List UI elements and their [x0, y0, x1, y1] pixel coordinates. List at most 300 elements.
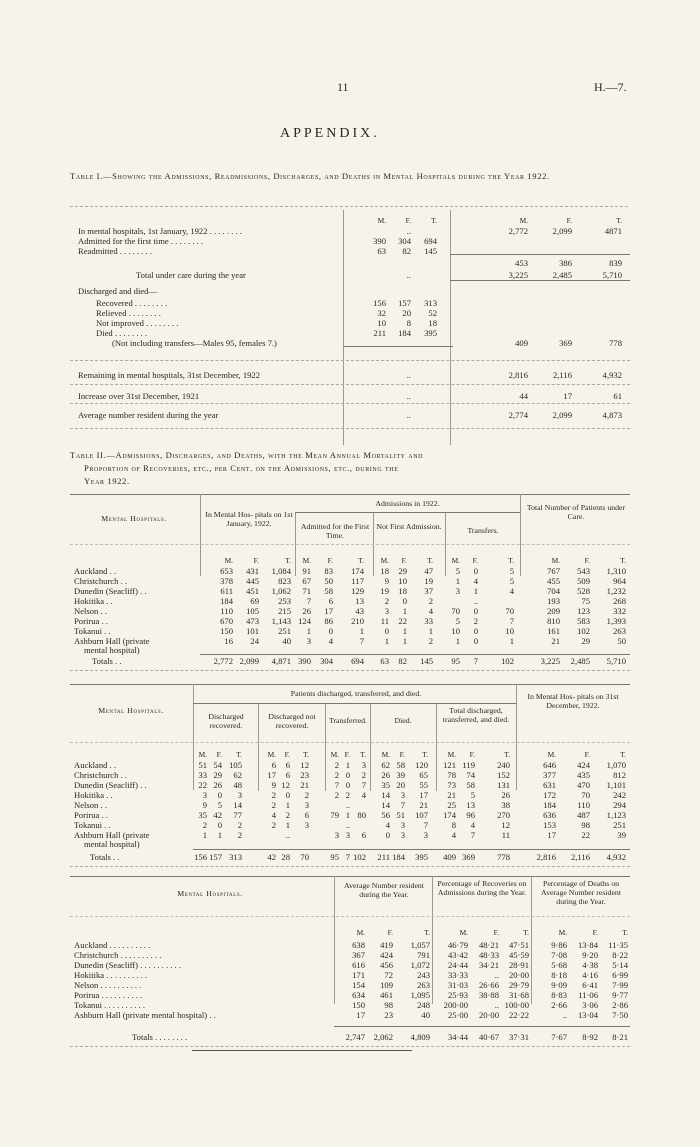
table2-part2-value: 6	[285, 770, 290, 780]
table2-part2-value: 35	[198, 810, 207, 820]
table1-value: 4,873	[602, 410, 622, 420]
table2-value: 102	[577, 626, 590, 636]
table2-part2-value: 80	[357, 810, 366, 820]
table2-value: 0	[473, 636, 478, 646]
table1-value: 8	[406, 318, 411, 328]
table2-part2-head-total: Total discharged, transferred, and died.	[442, 706, 510, 724]
table2-head-admissions: Admissions in 1922.	[375, 499, 440, 508]
table2-part2-value: 174	[443, 810, 456, 820]
table2-value: 1	[359, 626, 364, 636]
table2-part2-value: 62	[233, 770, 242, 780]
table2-head-in-hospital: In Mental Hos- pitals on 1st January, 1922.	[205, 510, 293, 528]
table2-part2-total-value: 7	[345, 852, 350, 862]
table1-value: 2,485	[552, 270, 572, 280]
table2-part2-value: 21	[300, 780, 309, 790]
table2-part2-value: 4	[470, 820, 475, 830]
table2-value: 1	[428, 626, 433, 636]
table2-part3-value: 461	[380, 990, 393, 1000]
table2-part2-value: 3	[400, 820, 405, 830]
table2-part2-value: 70	[581, 790, 590, 800]
table2-value: 473	[246, 616, 259, 626]
table2-part3-value: 243	[417, 970, 430, 980]
table1-value: 386	[559, 258, 572, 268]
table2-part2-value: 4	[385, 820, 390, 830]
table2-value: 4	[509, 586, 514, 596]
table2-part2-value: 17	[267, 770, 276, 780]
table2-value: 0	[328, 626, 333, 636]
table2-part2-value: 58	[396, 760, 405, 770]
table2-value: 19	[380, 586, 389, 596]
table2-part2-value: 14	[381, 790, 390, 800]
table2-part3-value: 45·59	[508, 950, 529, 960]
table2-value: 50	[617, 636, 626, 646]
rule-line	[334, 1026, 630, 1027]
table2-part3-total-value: 2,062	[373, 1032, 393, 1042]
table2-part2-value: 0	[285, 790, 290, 800]
table2-part2-value: 17	[547, 830, 556, 840]
table2-value: 10	[398, 576, 407, 586]
table2-part3-value: 6·41	[582, 980, 598, 990]
table2-value: 0	[384, 626, 389, 636]
table2-part2-total-value: 211	[377, 852, 390, 862]
table2-value: 193	[547, 596, 560, 606]
column-head-mft: T.	[285, 556, 291, 565]
table2-value: 653	[220, 566, 233, 576]
table2-value: 263	[613, 626, 626, 636]
table2-part2-value: 119	[462, 760, 475, 770]
table2-total-value: 4,871	[271, 656, 291, 666]
table1-row-label: Recovered . . . . . . . .	[96, 298, 168, 308]
table2-head-total: Total Number of Patients under Care.	[526, 503, 626, 521]
table2-part2-value: 3	[361, 760, 366, 770]
table1-value: 2,116	[552, 370, 572, 380]
table2-value: 26	[302, 606, 311, 616]
table2-value: 124	[298, 616, 311, 626]
table2-part3-value: 8·18	[551, 970, 567, 980]
table2-part3-total-value: 7·67	[551, 1032, 567, 1042]
table2-value: 1	[402, 606, 407, 616]
table1-value: 313	[424, 298, 437, 308]
table2-value: 251	[278, 626, 291, 636]
table2-value: 2	[473, 616, 478, 626]
column-head-mft: T.	[236, 750, 242, 759]
table2-part2-value: 22	[581, 830, 590, 840]
table1-value: 63	[377, 246, 386, 256]
table2-value: 1	[306, 626, 311, 636]
table2-part3-value: 13·04	[577, 1010, 598, 1020]
table2-part2-total-value: 778	[497, 852, 510, 862]
table2-part2-value: 470	[577, 780, 590, 790]
table2-part2-value: 242	[613, 790, 626, 800]
table2-part3-value: 150	[352, 1000, 365, 1010]
table1-caption: Table I.—Showing the Admissions, Readmissions, Discharges, and Deaths in Mental Hospitals during the Year 1922.	[70, 171, 550, 181]
table2-value: 455	[547, 576, 560, 586]
table2-value: 5	[509, 576, 514, 586]
table2-part2-value: 11	[501, 830, 510, 840]
table2-part2-value: 42	[213, 810, 222, 820]
table2-part3-value: 17	[356, 1010, 365, 1020]
table2-value: 431	[246, 566, 259, 576]
table2-part2-value: 0	[345, 780, 350, 790]
table2-value: 2	[428, 636, 433, 646]
table2-part2-value: 12	[300, 760, 309, 770]
table2-value: 5	[509, 566, 514, 576]
table2-value: 1	[455, 636, 460, 646]
table2-part2-value: 73	[447, 780, 456, 790]
table2-part2-total-value: 184	[392, 852, 405, 862]
column-head-mft: T.	[504, 750, 510, 759]
table2-value: 50	[324, 576, 333, 586]
table2-part2-value: 2	[345, 790, 350, 800]
column-rule	[531, 876, 532, 1004]
table2-part3-value: 25·00	[447, 1010, 468, 1020]
table2-value: 47	[424, 566, 433, 576]
table2-value: 16	[224, 636, 233, 646]
table2-part2-value: ..	[345, 800, 350, 810]
table2-part3-hospital-name: Hokitika . . . . . . . . . .	[74, 970, 148, 980]
table2-part2-value: 23	[300, 770, 309, 780]
table2-part2-value: 107	[415, 810, 428, 820]
table2-value: 4	[328, 636, 333, 646]
table2-part2-value: 0	[217, 790, 222, 800]
rule-line	[70, 916, 630, 917]
table2-part3-value: 31·68	[508, 990, 529, 1000]
table2-caption-line2: Proportion of Recoveries, etc., per Cent. on the Admissions, etc., during the	[84, 463, 399, 473]
table2-part2-value: 636	[543, 810, 556, 820]
rule-line	[70, 384, 630, 385]
table2-part2-hospital-name: Hokitika . .	[74, 790, 113, 800]
table2-value: 75	[581, 596, 590, 606]
table2-part3-value: 48·33	[478, 950, 499, 960]
rule-line	[450, 280, 630, 281]
table2-part3-value: 9·86	[551, 940, 567, 950]
table1-value: 369	[559, 338, 572, 348]
table2-part3-value: 46·79	[447, 940, 468, 950]
table1-value: 4871	[604, 226, 622, 236]
table2-part2-total-value: 4,932	[606, 852, 626, 862]
table2-part2-head-died: Died.	[394, 716, 412, 725]
table2-part3-value: 26·66	[478, 980, 499, 990]
table1-value: 10	[377, 318, 386, 328]
table1-value: 3,225	[508, 270, 528, 280]
table2-value: 215	[278, 606, 291, 616]
rule-line	[450, 254, 630, 255]
table2-part2-value: 6	[271, 760, 276, 770]
table2-value: 445	[246, 576, 259, 586]
column-head-mft: M.	[451, 556, 460, 565]
table2-value: 1	[402, 636, 407, 646]
table2-part2-value: 131	[497, 780, 510, 790]
rule-line	[192, 1050, 412, 1051]
table2-total-value: 63	[380, 656, 389, 666]
table2-part3-value: 11·06	[578, 990, 598, 1000]
table2-part3-value: 616	[352, 960, 365, 970]
table2-part2-value: 1	[345, 760, 350, 770]
table2-value: 2	[384, 596, 389, 606]
table2-part2-value: 25	[447, 800, 456, 810]
table2-value: 210	[351, 616, 364, 626]
table2-part2-total-value: 395	[415, 852, 428, 862]
table2-part3-value: 23	[384, 1010, 393, 1020]
column-rule	[516, 684, 517, 790]
table2-part2-value: 0	[217, 820, 222, 830]
table2-value: 543	[577, 566, 590, 576]
table2-value: 21	[551, 636, 560, 646]
table1-value: 390	[373, 236, 386, 246]
table2-value: 24	[250, 636, 259, 646]
table2-part2-value: 29	[213, 770, 222, 780]
column-head-mft: F.	[216, 750, 222, 759]
table2-hospital-name: Tokanui . .	[74, 626, 111, 636]
table2-part2-value: 8	[451, 820, 456, 830]
table2-part2-value: 2	[202, 820, 207, 830]
table2-part2-value: 631	[543, 780, 556, 790]
column-head-mft: F.	[344, 750, 350, 759]
table2-value: 17	[324, 606, 333, 616]
table2-value: 7	[359, 636, 364, 646]
table2-part2-total-value: 157	[209, 852, 222, 862]
table2-part2-value: 7	[334, 780, 339, 790]
column-head: T.	[616, 216, 622, 225]
table2-part3-value: 47·51	[508, 940, 529, 950]
column-head-mft: M.	[224, 556, 233, 565]
table2-totals-label: Totals . .	[92, 656, 122, 666]
table1-value: ..	[406, 391, 411, 401]
table2-part2-value: 1	[345, 810, 350, 820]
table1-value: 20	[402, 308, 411, 318]
table2-part3-value: 5·14	[612, 960, 628, 970]
table2-value: 528	[577, 586, 590, 596]
table2-value: 509	[577, 576, 590, 586]
table2-part3-value: 1,095	[410, 990, 430, 1000]
table2-value: 0	[473, 626, 478, 636]
table1-row-label: (Not including transfers—Males 95, females 7.)	[112, 338, 277, 348]
table1-row-label: Relieved . . . . . . . .	[96, 308, 161, 318]
table2-value: 583	[577, 616, 590, 626]
table1-value: 694	[424, 236, 437, 246]
table2-part2-hospital-name: Tokanui . .	[74, 820, 111, 830]
table2-part2-value: 55	[419, 780, 428, 790]
rule-line	[200, 654, 630, 655]
table2-part2-value: 2	[334, 770, 339, 780]
table1-value: 17	[563, 391, 572, 401]
table2-part3-total-value: 34·44	[447, 1032, 468, 1042]
table2-part3-total-value: 2,747	[345, 1032, 365, 1042]
table2-value: 150	[220, 626, 233, 636]
table2-caption-line3: Year 1922.	[84, 476, 130, 486]
table2-part2-total-value: 102	[353, 852, 366, 862]
table2-part3-value: 38·88	[478, 990, 499, 1000]
table2-value: 1,143	[271, 616, 291, 626]
table2-part2-value: 22	[198, 780, 207, 790]
rule-line	[70, 1046, 630, 1047]
table2-part2-value: 26	[213, 780, 222, 790]
table2-value: 1	[384, 636, 389, 646]
table2-value: 3	[384, 606, 389, 616]
table2-total-value: 304	[320, 656, 333, 666]
table2-part3-value: ..	[562, 1010, 567, 1020]
table2-part2-hospital-name: Dunedin (Seacliff) . .	[74, 780, 147, 790]
table2-part2-total-value: 156	[194, 852, 207, 862]
table2-total-value: 102	[501, 656, 514, 666]
table2-part2-value: 153	[543, 820, 556, 830]
table2-value: 11	[380, 616, 389, 626]
column-head-mft: F.	[327, 556, 333, 565]
table2-part2-value: 5	[470, 790, 475, 800]
table2-value: 1,393	[606, 616, 626, 626]
column-head-mft: F.	[401, 556, 407, 565]
table2-part2-value: 4	[271, 810, 276, 820]
table2-part3-value: 367	[352, 950, 365, 960]
table2-part2-total-value: 313	[229, 852, 242, 862]
table2-value: 0	[473, 566, 478, 576]
table2-part2-value: 51	[396, 810, 405, 820]
table2-part2-value: 3	[334, 830, 339, 840]
table2-value: 3	[455, 586, 460, 596]
column-head-mft: M.	[267, 750, 276, 759]
table2-part2-value: 4	[361, 790, 366, 800]
table2-value: 810	[547, 616, 560, 626]
table2-part3-value: 22·22	[508, 1010, 529, 1020]
table2-value: 1,084	[271, 566, 291, 576]
table2-total-value: 694	[351, 656, 364, 666]
table2-part3-hospital-name: Auckland . . . . . . . . . .	[74, 940, 151, 950]
column-head-mft: T.	[424, 928, 430, 937]
table1-value: 2,099	[552, 226, 572, 236]
table2-part2-total-value: 369	[462, 852, 475, 862]
table2-part3-head-deaths: Percentage of Deaths on Average Number resident during the Year.	[541, 879, 621, 906]
table2-part2-value: 77	[233, 810, 242, 820]
table2-value: 253	[278, 596, 291, 606]
table1-value: 44	[519, 391, 528, 401]
column-rule	[450, 210, 451, 445]
table2-hospital-name: Nelson . .	[74, 606, 107, 616]
table2-value: 70	[451, 606, 460, 616]
table1-value: 839	[609, 258, 622, 268]
table2-part2-value: ..	[345, 820, 350, 830]
table2-part2-value: 79	[330, 810, 339, 820]
table2-part3-total-value: 8·92	[582, 1032, 598, 1042]
column-head-mft: M.	[459, 928, 468, 937]
table2-part2-value: 172	[543, 790, 556, 800]
table2-part3-value: 1,057	[410, 940, 430, 950]
table2-part3-value: 154	[352, 980, 365, 990]
table2-part3-value: 4·16	[582, 970, 598, 980]
table1-value: 778	[609, 338, 622, 348]
table2-value: 40	[282, 636, 291, 646]
table2-part2-hospital-name: Auckland . .	[74, 760, 117, 770]
column-head-mft: F.	[584, 750, 590, 759]
table2-part3-value: ..	[494, 970, 499, 980]
table2-value: 123	[577, 606, 590, 616]
table1-row-label: Remaining in mental hospitals, 31st December, 1922	[78, 370, 261, 380]
table2-part2-value: 78	[447, 770, 456, 780]
table2-part2-hospital-name: Christchurch . .	[74, 770, 127, 780]
table2-part3-head-recoveries: Percentage of Recoveries on Admissions during the Year.	[437, 879, 527, 897]
column-head-mft: M.	[558, 928, 567, 937]
table1-row-label: Average number resident during the year	[78, 410, 219, 420]
table2-part3-value: 48·21	[478, 940, 499, 950]
table2-part3-value: 13·84	[577, 940, 598, 950]
rule-line	[70, 428, 630, 429]
table2-part3-value: 7·50	[612, 1010, 628, 1020]
table2-hospital-name: Ashburn Hall (private	[74, 636, 150, 646]
table2-part2-value: 9	[202, 800, 207, 810]
column-head-mft: T.	[523, 928, 529, 937]
table2-value: 13	[355, 596, 364, 606]
table2-part2-value: 12	[501, 820, 510, 830]
column-head-mft: F.	[469, 750, 475, 759]
table2-value: 86	[324, 616, 333, 626]
table2-part2-value: 3	[423, 830, 428, 840]
table2-value: 69	[250, 596, 259, 606]
column-head-mft: T.	[422, 750, 428, 759]
column-head-mft: T.	[508, 556, 514, 565]
table2-value: 378	[220, 576, 233, 586]
table2-part2-value: 1,123	[606, 810, 626, 820]
rule-line	[70, 876, 630, 877]
table1-row-label: Total under care during the year	[136, 270, 246, 280]
table2-part2-total-value: 2,816	[536, 852, 556, 862]
table2-part3-value: 791	[417, 950, 430, 960]
table2-part3-value: 6·99	[612, 970, 628, 980]
table2-part2-value: 14	[381, 800, 390, 810]
table2-caption-line1: Table II.—Admissions, Discharges, and Deaths, with the Mean Annual Mortality and	[70, 450, 424, 460]
table2-value: 3	[306, 636, 311, 646]
table2-part2-head-transferred: Transferred.	[328, 716, 368, 725]
table2-part2-totals-label: Totals . .	[90, 852, 120, 862]
column-head-mft: T.	[620, 556, 626, 565]
column-head-mft: T.	[303, 750, 309, 759]
table1-value: 32	[377, 308, 386, 318]
table2-part3-total-value: 40·67	[478, 1032, 499, 1042]
table2-part3-hospital-name: Tokanui . . . . . . . . . .	[74, 1000, 146, 1010]
column-head-mft: M.	[381, 750, 390, 759]
table2-part2-value: 1	[285, 820, 290, 830]
table2-value: 58	[324, 586, 333, 596]
table2-part2-value: 646	[543, 760, 556, 770]
table2-part2-value: 33	[198, 770, 207, 780]
table1-value: 52	[428, 308, 437, 318]
table2-part2-value: 435	[577, 770, 590, 780]
table2-value: 22	[398, 616, 407, 626]
table2-value: 117	[351, 576, 364, 586]
table2-part2-value: 270	[497, 810, 510, 820]
table2-part3-value: 7·99	[612, 980, 628, 990]
table2-part2-value: 3	[304, 820, 309, 830]
table2-part2-hospital-name: Nelson . .	[74, 800, 107, 810]
column-head-mft: M.	[551, 556, 560, 565]
rule-line	[70, 544, 630, 545]
table2-part2-value: 38	[501, 800, 510, 810]
column-head-mft: M.	[330, 750, 339, 759]
table2-part2-value: 2	[237, 830, 242, 840]
table2-part2-value: ..	[285, 830, 290, 840]
table2-part2-value: 98	[581, 820, 590, 830]
table2-value: 18	[380, 566, 389, 576]
table2-part2-value: 39	[396, 770, 405, 780]
table2-hospital-name: Auckland . .	[74, 566, 117, 576]
table2-part2-value: 3	[345, 830, 350, 840]
table1-value: ..	[406, 226, 411, 236]
table1-value: ..	[406, 270, 411, 280]
table2-hospital-name-cont: mental hospital)	[84, 645, 140, 655]
table2-part2-value: 105	[229, 760, 242, 770]
table2-part3-value: 171	[352, 970, 365, 980]
table2-part2-value: 56	[381, 810, 390, 820]
table2-part2-total-value: 409	[443, 852, 456, 862]
table2-part3-value: 98	[384, 1000, 393, 1010]
